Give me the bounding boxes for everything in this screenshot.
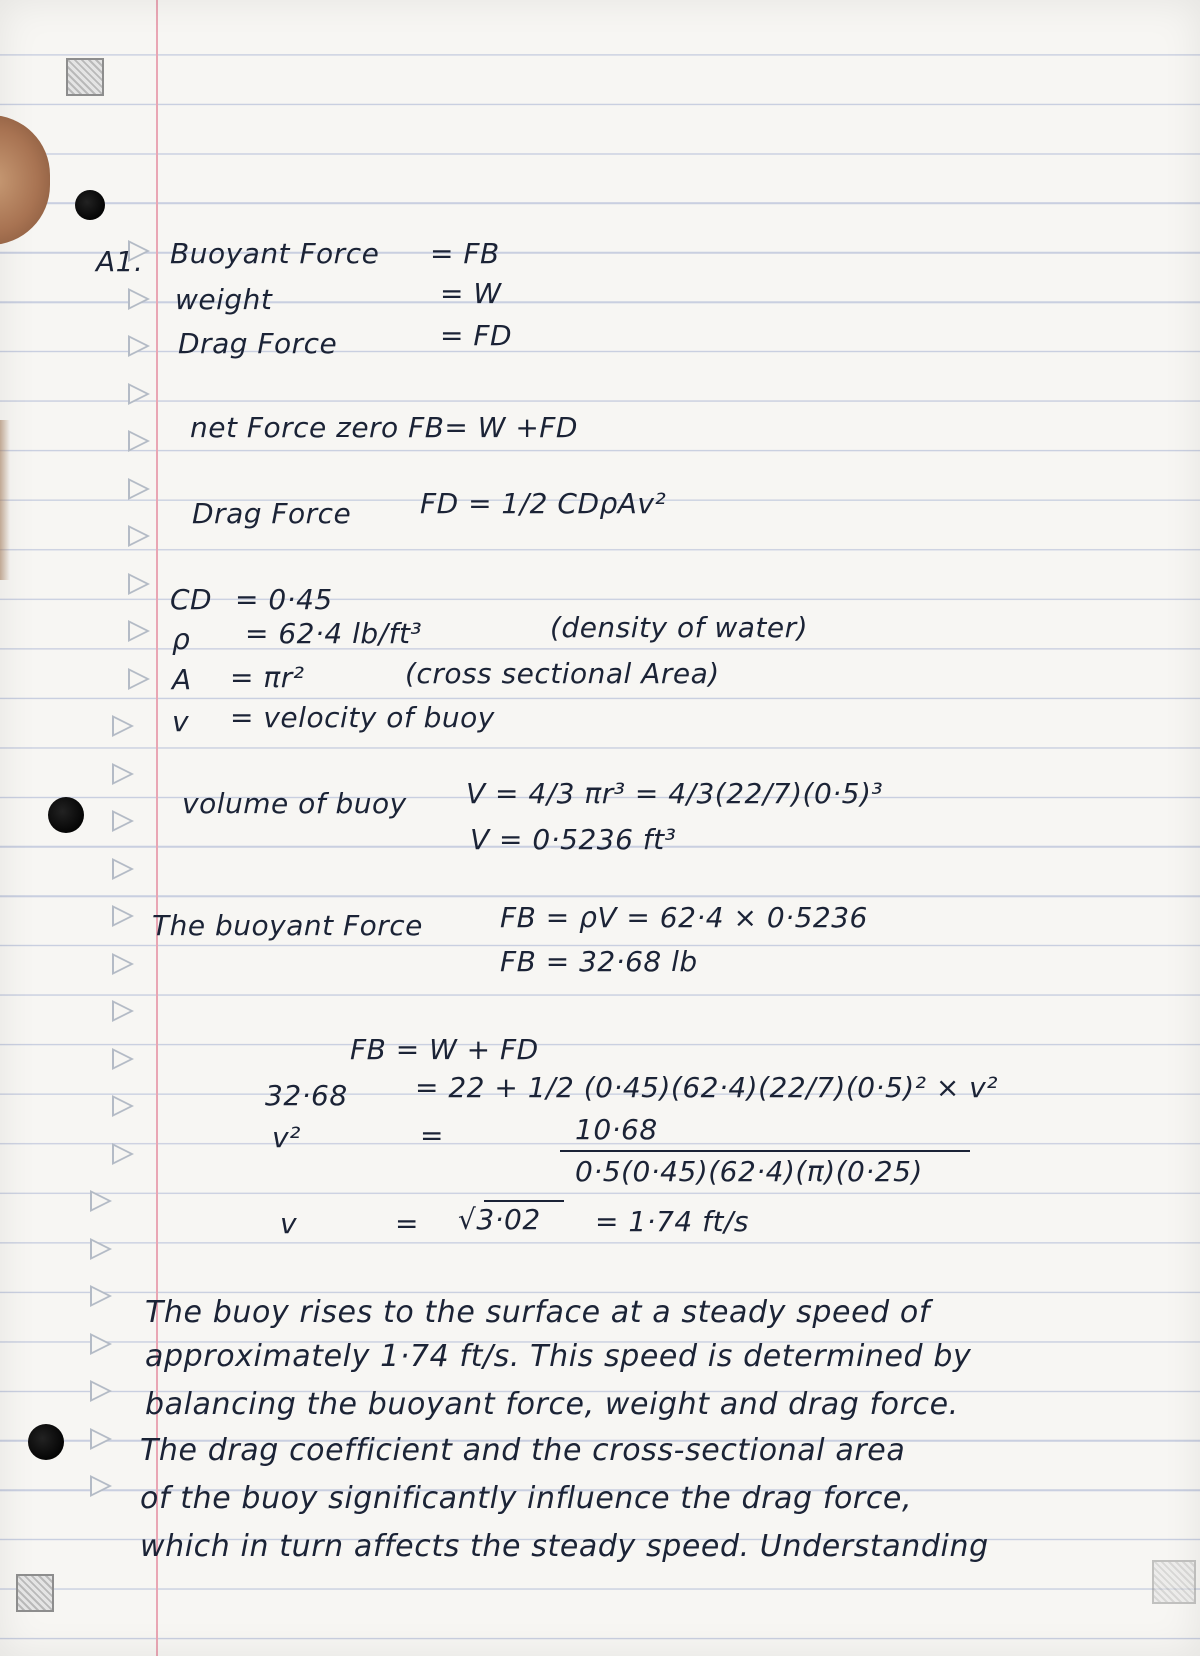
finger-shadow	[0, 420, 10, 580]
v-label: v	[280, 1207, 298, 1240]
margin-triangle	[128, 525, 150, 547]
var-symbol: A	[172, 663, 192, 696]
paragraph-line: The buoy rises to the surface at a steady speed of	[145, 1295, 931, 1330]
margin-triangle	[112, 1000, 134, 1022]
scan-marker-bottom	[16, 1574, 54, 1612]
margin-triangle	[112, 1143, 134, 1165]
thumb-shadow	[0, 115, 50, 245]
buoyant-label: The buoyant Force	[152, 909, 423, 942]
var-symbol: v	[172, 705, 190, 738]
scan-marker-top	[66, 58, 104, 96]
margin-triangle	[112, 905, 134, 927]
margin-triangle	[128, 430, 150, 452]
margin-triangle	[128, 288, 150, 310]
sqrt-bar	[484, 1200, 564, 1202]
var-symbol: ρ	[172, 623, 191, 656]
fraction-denominator: 0·5(0·45)(62·4)(π)(0·25)	[575, 1155, 923, 1188]
margin-triangle	[112, 763, 134, 785]
margin-triangle	[128, 478, 150, 500]
margin-triangle	[90, 1285, 112, 1307]
binder-hole	[48, 797, 84, 833]
volume-label: volume of buoy	[182, 787, 407, 820]
fraction-numerator: 10·68	[575, 1113, 658, 1146]
equals-sign: =	[420, 1119, 444, 1152]
paragraph-line: balancing the buoyant force, weight and drag force.	[145, 1387, 959, 1422]
velocity-result: = 1·74 ft/s	[595, 1205, 749, 1238]
margin-triangle	[112, 1095, 134, 1117]
margin-triangle	[128, 573, 150, 595]
margin-triangle	[90, 1428, 112, 1450]
fraction-bar	[560, 1150, 970, 1152]
margin-triangle	[128, 620, 150, 642]
margin-triangle	[112, 715, 134, 737]
paragraph-line: which in turn affects the steady speed. Understanding	[140, 1529, 989, 1564]
def-value: = FD	[440, 319, 513, 352]
scan-marker-bottom-right	[1152, 1560, 1196, 1604]
var-symbol: CD	[170, 583, 213, 616]
margin-triangle	[128, 383, 150, 405]
balance-rhs: = 22 + 1/2 (0·45)(62·4)(22/7)(0·5)² × v²	[415, 1071, 998, 1104]
question-number: A1.	[96, 245, 144, 278]
net-force-line: net Force zero FB= W +FD	[190, 411, 578, 444]
drag-formula: FD = 1/2 CDρAv²	[420, 487, 667, 520]
var-value: = πr²	[230, 661, 305, 694]
var-note: (density of water)	[550, 611, 809, 644]
def-value: = FB	[430, 237, 500, 270]
margin-triangle	[112, 810, 134, 832]
margin-triangle	[90, 1333, 112, 1355]
var-value: = 62·4 lb/ft³	[245, 617, 423, 650]
var-value: = 0·45	[235, 583, 333, 616]
def-name: Drag Force	[178, 327, 338, 360]
margin-triangle	[128, 668, 150, 690]
def-name: Buoyant Force	[170, 237, 380, 270]
volume-result: V = 0·5236 ft³	[470, 823, 677, 856]
drag-label: Drag Force	[192, 497, 352, 530]
buoyant-formula: FB = ρV = 62·4 × 0·5236	[500, 901, 868, 934]
balance-equation: FB = W + FD	[350, 1033, 539, 1066]
var-note: (cross sectional Area)	[405, 657, 720, 690]
equals-sign: =	[395, 1207, 419, 1240]
def-name: weight	[175, 283, 273, 316]
binder-hole	[28, 1424, 64, 1460]
margin-triangle	[90, 1238, 112, 1260]
paragraph-line: of the buoy significantly influence the drag force,	[140, 1481, 913, 1516]
var-value: = velocity of buoy	[230, 701, 495, 734]
binder-hole	[75, 190, 105, 220]
def-value: = W	[440, 277, 502, 310]
margin-triangle	[128, 335, 150, 357]
margin-triangle	[112, 1048, 134, 1070]
v-squared-label: v²	[272, 1121, 301, 1154]
buoyant-result: FB = 32·68 lb	[500, 945, 698, 978]
margin-triangle	[112, 953, 134, 975]
margin-triangle	[112, 858, 134, 880]
balance-lhs: 32·68	[265, 1079, 348, 1112]
paragraph-line: approximately 1·74 ft/s. This speed is determined by	[145, 1339, 972, 1374]
margin-triangle	[90, 1190, 112, 1212]
margin-triangle	[90, 1380, 112, 1402]
sqrt-value: √3·02	[458, 1203, 541, 1236]
paragraph-line: The drag coefficient and the cross-sectional area	[140, 1433, 906, 1468]
volume-formula: V = 4/3 πr³ = 4/3(22/7)(0·5)³	[466, 777, 884, 810]
margin-triangle	[90, 1475, 112, 1497]
